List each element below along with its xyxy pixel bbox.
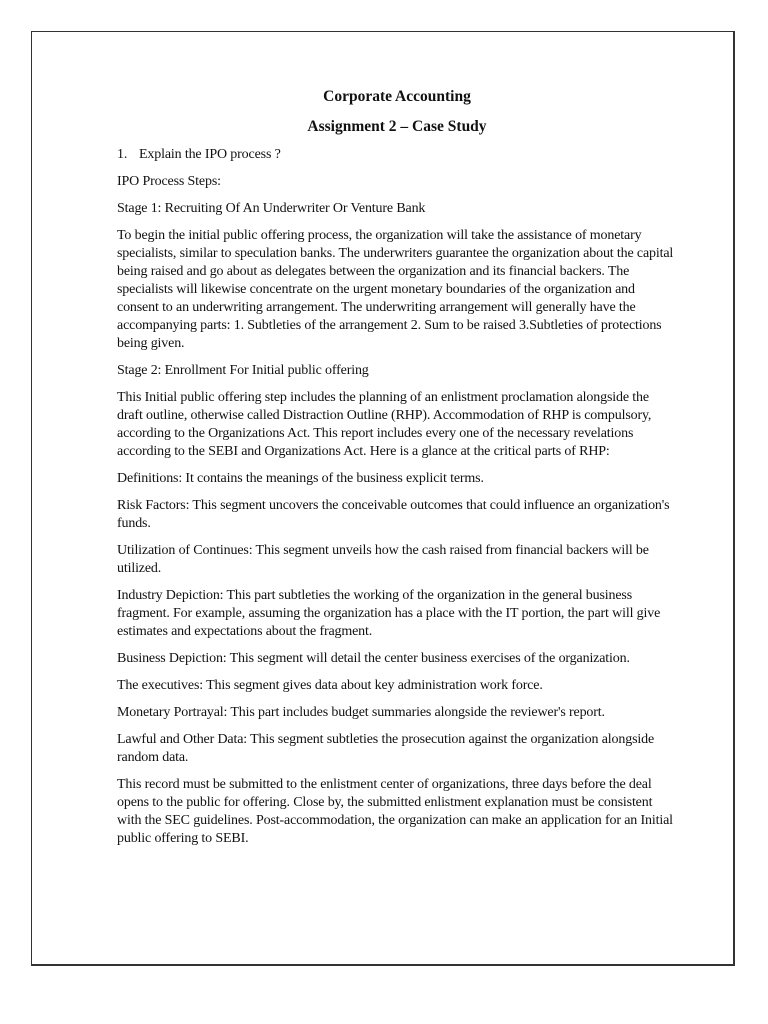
document-body: [117, 88, 677, 857]
stage-2-heading: Stage 2: Enrollment For Initial public offering: [117, 363, 369, 378]
rhp-utilization: Utilization of Continues: This segment unveils how the cash raised from financial backers will be utilized.: [117, 543, 649, 576]
rhp-lawful-data: Lawful and Other Data: This segment subtleties the prosecution against the organization alongside random data.: [117, 732, 655, 765]
question-number: 1.: [117, 147, 128, 162]
rhp-business-depiction: Business Depiction: This segment will detail the center business exercises of the organization.: [117, 651, 630, 666]
rhp-industry-depiction: Industry Depiction: This part subtleties the working of the organization in the general business fragment. For example, assuming the organization has a place with the IT portion, the part will give estimates and expectations about the fragment.: [117, 588, 661, 639]
rhp-executives: The executives: This segment gives data about key administration work force.: [117, 678, 543, 693]
rhp-definitions: Definitions: It contains the meanings of the business explicit terms.: [117, 471, 484, 486]
question-text: Explain the IPO process ?: [139, 147, 281, 162]
closing-paragraph: This record must be submitted to the enlistment center of organizations, three days before the deal opens to the public for offering. Close by, the submitted enlistment explanation must be consistent with the SEC guidelines. Post-accommodation, the organization can make an application for an Initial public offering to SEBI.: [117, 777, 673, 846]
section-heading-ipo-steps: IPO Process Steps:: [117, 174, 221, 189]
question-item: [117, 146, 677, 164]
document-title: Corporate Accounting: [323, 88, 471, 105]
rhp-monetary-portrayal: Monetary Portrayal: This part includes budget summaries alongside the reviewer's report.: [117, 705, 605, 720]
rhp-risk-factors: Risk Factors: This segment uncovers the conceivable outcomes that could influence an organization's funds.: [117, 498, 670, 531]
document-subtitle: Assignment 2 – Case Study: [307, 118, 487, 135]
stage-2-paragraph: This Initial public offering step includes the planning of an enlistment proclamation alongside the draft outline, otherwise called Distraction Outline (RHP). Accommodation of RHP is compulsory, according to the Organizations Act. This report includes every one of the necessary revelations according to the SEBI and Organizations Act. Here is a glance at the critical parts of RHP:: [117, 390, 652, 459]
stage-1-paragraph: To begin the initial public offering process, the organization will take the assistance of monetary specialists, similar to speculation banks. The underwriters guarantee the organization about the capital being raised and go about as delegates between the organization and its financial backers. The specialists will likewise concentrate on the urgent monetary boundaries of the organization and consent to an underwriting arrangement. The underwriting arrangement will generally have the accompanying parts: 1. Subtleties of the arrangement 2. Sum to be raised 3.Subtleties of protections being given.: [117, 228, 674, 351]
stage-1-heading: Stage 1: Recruiting Of An Underwriter Or Venture Bank: [117, 201, 426, 216]
